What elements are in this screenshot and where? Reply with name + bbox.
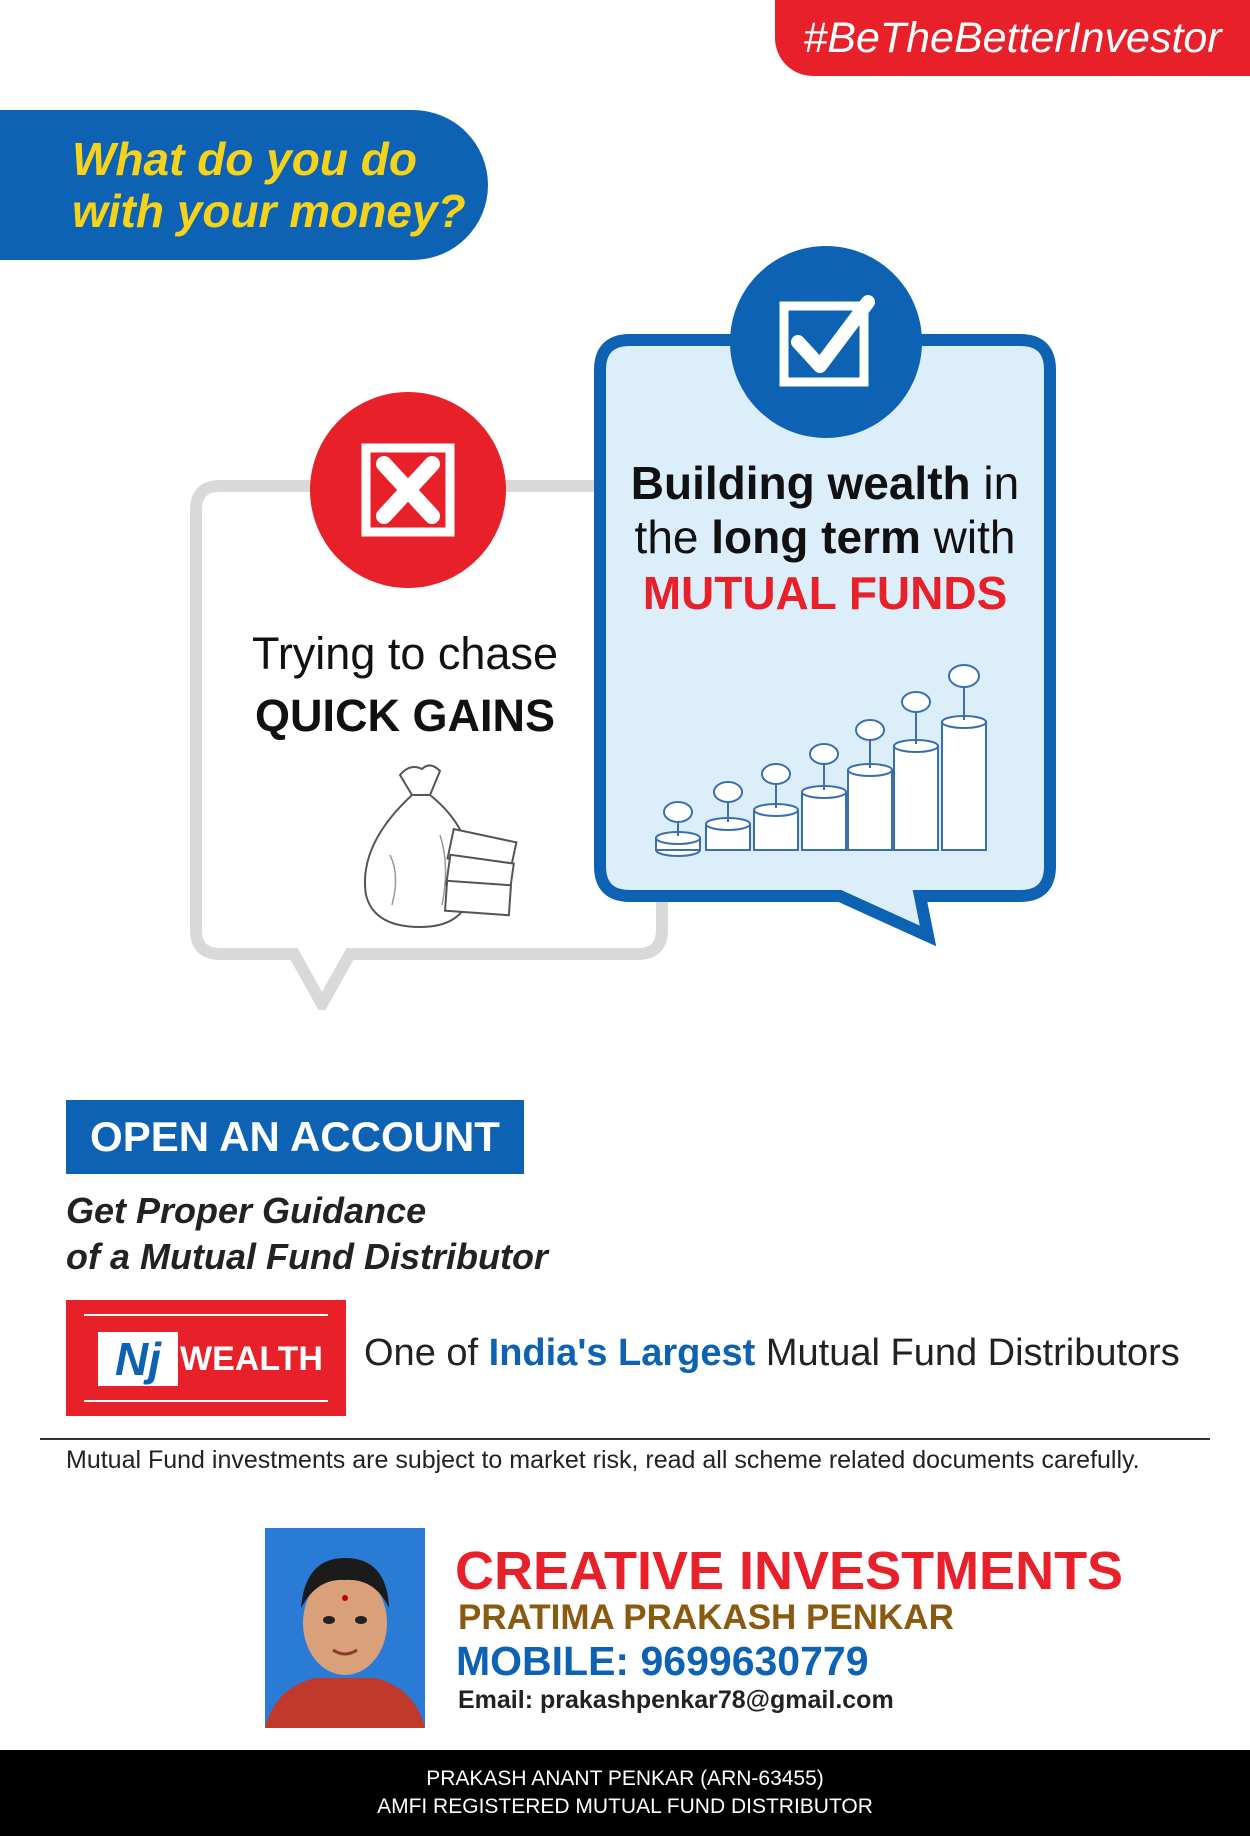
wealth-text-2-end: with — [920, 511, 1016, 563]
money-bag-icon — [330, 755, 530, 935]
wealth-logo-word: WEALTH — [180, 1340, 323, 1378]
email-address[interactable]: Email: prakashpenkar78@gmail.com — [458, 1686, 894, 1714]
guidance-line-2: of a Mutual Fund Distributor — [66, 1236, 548, 1277]
hashtag-tab: #BeTheBetterInvestor — [775, 0, 1250, 76]
footer — [0, 1750, 1250, 1836]
question-line-1: What do you do — [72, 133, 417, 185]
wealth-text-2-start: the — [634, 511, 712, 563]
nj-logo-mark: Nj — [98, 1332, 178, 1386]
tagline-end: Mutual Fund Distributors — [755, 1332, 1180, 1374]
checkbox-icon — [728, 244, 924, 440]
tagline-highlight: India's Largest — [488, 1332, 756, 1374]
tagline-start: One of — [364, 1332, 489, 1374]
divider — [40, 1438, 1210, 1440]
footer-line-1: PRAKASH ANANT PENKAR (ARN-63455) — [426, 1767, 824, 1790]
wealth-text-2-bold: long term — [711, 511, 921, 563]
mobile-number[interactable]: MOBILE: 9699630779 — [456, 1638, 869, 1684]
company-name: CREATIVE INVESTMENTS — [455, 1541, 1124, 1601]
wealth-text-1-bold: Building wealth — [630, 457, 971, 509]
mutual-funds-text: MUTUAL FUNDS — [642, 567, 1008, 619]
wealth-text-2 — [615, 510, 1035, 564]
quick-gains-text-2: QUICK GAINS — [254, 690, 555, 741]
coin-stacks-icon — [650, 650, 1000, 860]
wealth-text-1 — [615, 456, 1035, 510]
question-banner — [0, 110, 488, 260]
wealth-text-1-rest: in — [970, 457, 1020, 509]
brand-tagline — [364, 1332, 1180, 1375]
distributor-name: PRATIMA PRAKASH PENKAR — [458, 1598, 954, 1637]
guidance-line-1: Get Proper Guidance — [66, 1190, 427, 1231]
distributor-photo — [265, 1528, 425, 1728]
quick-gains-text-1: Trying to chase — [252, 628, 558, 679]
cross-icon — [308, 390, 508, 590]
open-account-button[interactable]: OPEN AN ACCOUNT — [66, 1100, 524, 1174]
nj-wealth-logo — [66, 1300, 346, 1416]
disclaimer-text: Mutual Fund investments are subject to market risk, read all scheme related documents carefully. — [66, 1446, 1140, 1474]
question-line-2: with your money? — [72, 185, 466, 237]
footer-line-2: AMFI REGISTERED MUTUAL FUND DISTRIBUTOR — [377, 1795, 873, 1818]
